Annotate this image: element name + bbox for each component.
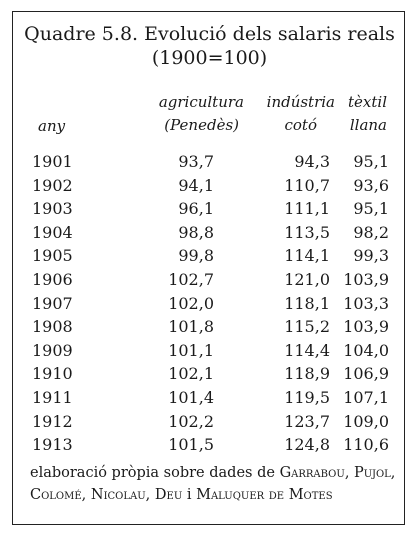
year-cell: 1912 [32, 411, 73, 431]
header-cotton-line2: cotó [284, 116, 317, 134]
title-line-1: Quadre 5.8. Evolució dels salaris reals [24, 23, 395, 45]
wool-cell: 104,0 [343, 340, 389, 360]
wool-cell: 109,0 [343, 411, 389, 431]
source-separator: , [145, 487, 155, 503]
agriculture-cell: 102,1 [168, 364, 214, 384]
table-body [0, 150, 419, 457]
cotton-cell: 94,3 [294, 152, 330, 171]
agriculture-cell: 99,8 [178, 246, 214, 266]
header-cotton-line1: indústria [266, 93, 335, 111]
wool-cell: 93,6 [353, 175, 389, 195]
table-row [0, 433, 419, 457]
agriculture-cell: 101,5 [168, 435, 214, 455]
year-cell: 1902 [32, 175, 73, 195]
source-author: Deu [154, 487, 183, 503]
wool-cell: 110,6 [343, 435, 389, 455]
table-row [0, 339, 419, 363]
year-cell: 1905 [32, 246, 73, 266]
source-separator: , [344, 465, 355, 481]
table-row [0, 150, 419, 174]
agriculture-cell: 98,8 [178, 222, 214, 242]
cotton-cell: 113,5 [284, 222, 330, 242]
agriculture-cell: 101,4 [168, 387, 214, 407]
year-cell: 1904 [32, 222, 73, 242]
table-row [0, 268, 419, 292]
table-row [0, 221, 419, 245]
source-author: Garrabou [279, 465, 345, 481]
source-separator: , [390, 465, 396, 481]
source-conjunction: i [182, 487, 197, 503]
year-cell: 1908 [32, 317, 73, 337]
year-cell: 1901 [32, 152, 73, 171]
agriculture-cell: 93,7 [178, 152, 214, 171]
cotton-cell: 123,7 [284, 411, 330, 431]
cotton-cell: 114,1 [284, 246, 330, 266]
year-cell: 1903 [32, 199, 73, 219]
cotton-cell: 124,8 [284, 435, 330, 455]
year-cell: 1907 [32, 293, 73, 313]
header-agriculture-line2: (Penedès) [164, 116, 239, 134]
cotton-cell: 110,7 [284, 175, 330, 195]
wool-cell: 95,1 [353, 199, 389, 219]
header-year: any [38, 117, 66, 135]
source-author: Colomé [30, 487, 82, 503]
wool-cell: 107,1 [343, 387, 389, 407]
table-row [0, 410, 419, 434]
source-author: Nicolau [90, 487, 146, 503]
agriculture-cell: 102,2 [168, 411, 214, 431]
cotton-cell: 121,0 [284, 269, 330, 289]
agriculture-cell: 96,1 [178, 199, 214, 219]
wool-cell: 95,1 [353, 152, 389, 171]
cotton-cell: 114,4 [284, 340, 330, 360]
cotton-cell: 115,2 [284, 317, 330, 337]
agriculture-cell: 94,1 [178, 175, 214, 195]
wool-cell: 103,3 [343, 293, 389, 313]
table-row [0, 315, 419, 339]
year-cell: 1910 [32, 364, 73, 384]
table-row [0, 174, 419, 198]
source-prefix: elaboració pròpia sobre dades de [30, 465, 280, 481]
header-agriculture-line1: agricultura [158, 93, 244, 111]
wool-cell: 103,9 [343, 269, 389, 289]
table-row [0, 386, 419, 410]
wool-cell: 98,2 [353, 222, 389, 242]
table-row [0, 362, 419, 386]
header-wool-line2: llana [349, 116, 387, 134]
table-row [0, 197, 419, 221]
year-cell: 1906 [32, 269, 73, 289]
year-cell: 1913 [32, 435, 73, 455]
year-cell: 1911 [32, 387, 73, 407]
cotton-cell: 119,5 [284, 387, 330, 407]
agriculture-cell: 101,8 [168, 317, 214, 337]
wool-cell: 106,9 [343, 364, 389, 384]
source-separator: , [81, 487, 91, 503]
source-author: Maluquer de Motes [196, 487, 333, 503]
header-wool-line1: tèxtil [348, 93, 387, 111]
table-title [0, 22, 419, 70]
source-author: Pujol [354, 465, 391, 481]
cotton-cell: 118,1 [284, 293, 330, 313]
source-note [30, 462, 400, 506]
agriculture-cell: 101,1 [168, 340, 214, 360]
year-cell: 1909 [32, 340, 73, 360]
cotton-cell: 118,9 [284, 364, 330, 384]
wool-cell: 103,9 [343, 317, 389, 337]
wool-cell: 99,3 [353, 246, 389, 266]
cotton-cell: 111,1 [284, 199, 330, 219]
agriculture-cell: 102,0 [168, 293, 214, 313]
agriculture-cell: 102,7 [168, 269, 214, 289]
title-line-2: (1900=100) [151, 47, 268, 69]
table-row [0, 292, 419, 316]
table-row [0, 244, 419, 268]
